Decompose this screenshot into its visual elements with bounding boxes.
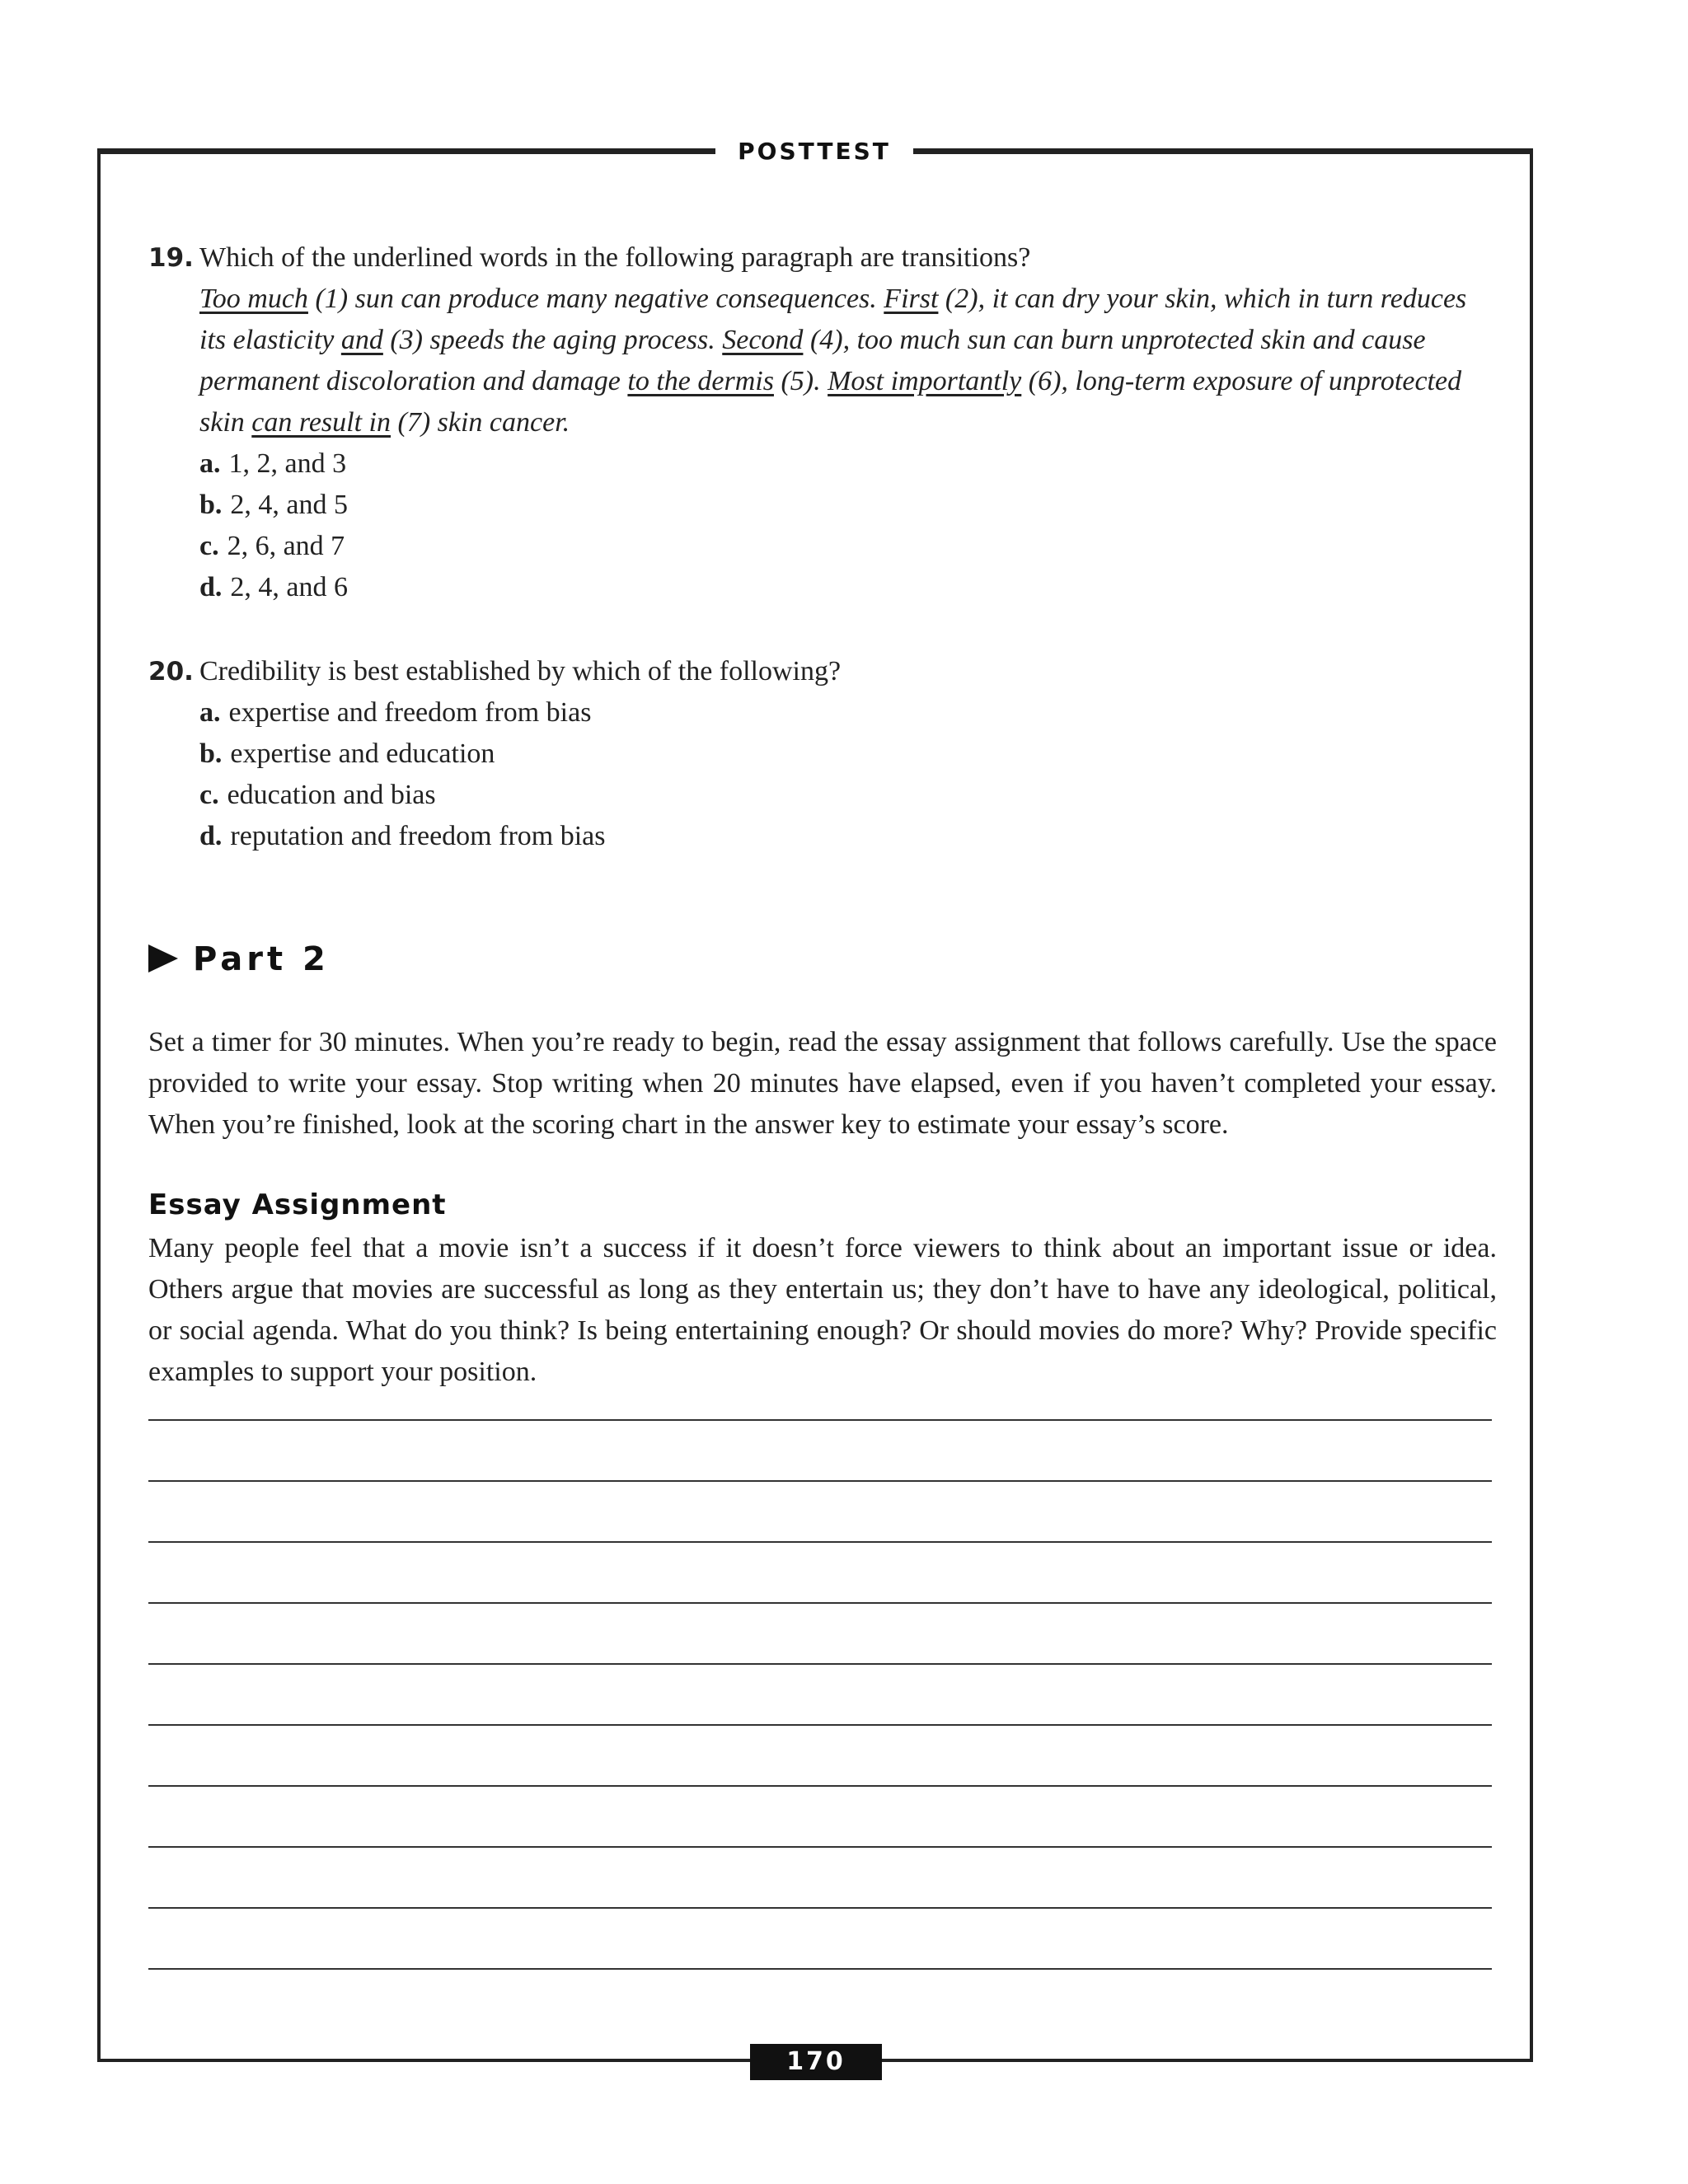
essay-writing-area[interactable] — [148, 1360, 1492, 1970]
page-number: 170 — [750, 2044, 882, 2080]
answer-option — [199, 526, 1492, 567]
underlined-term: can result in — [251, 407, 392, 438]
passage-text: (6), long-term exposure of unprotected skin — [199, 366, 1462, 438]
essay-prompt: Many people feel that a movie isn’t a success if it doesn’t force viewers to think about an important issue or idea. Others argue that movies are successful as long as they entertain us; they don’t have to have any ideological, political, or social agenda. What do you think? Is being entertaining enough? Or should movies do more? Why? Provide specific examples to support your position. — [148, 1233, 1497, 1387]
option-letter: d. — [199, 572, 223, 602]
option-text: expertise and freedom from bias — [228, 697, 592, 728]
writing-line[interactable] — [148, 1421, 1492, 1482]
answer-option — [199, 443, 1492, 485]
writing-line[interactable] — [148, 1726, 1492, 1787]
option-text: 2, 6, and 7 — [227, 531, 345, 561]
passage-text: (4), too much sun can burn unprotected skin and cause permanent discoloration and damage — [199, 325, 1426, 396]
part-heading-label: Part 2 — [193, 940, 330, 978]
underlined-term: to the dermis — [627, 366, 774, 396]
passage-text: (2), it can dry your skin, which in turn reduces its elasticity — [199, 284, 1467, 355]
writing-line[interactable] — [148, 1360, 1492, 1421]
underlined-term: Too much — [199, 284, 308, 314]
option-letter: b. — [199, 490, 223, 520]
underlined-term: Second — [722, 325, 804, 355]
writing-line[interactable] — [148, 1543, 1492, 1604]
part-instructions: Set a timer for 30 minutes. When you’re ready to begin, read the essay assignment that follows carefully. Use the space provided to write your essay. Stop writing when 20 minutes have elapsed, even if you haven’t completed your essay. When you’re finished, look at the scoring chart in the answer key to estimate your essay’s score. — [148, 1027, 1497, 1140]
writing-line[interactable] — [148, 1665, 1492, 1726]
option-text: 2, 4, and 6 — [230, 572, 349, 602]
option-text: expertise and education — [230, 738, 495, 769]
option-letter: a. — [199, 697, 221, 728]
underlined-term: and — [340, 325, 383, 355]
running-head: POSTTEST — [738, 138, 891, 165]
option-text: 1, 2, and 3 — [228, 448, 347, 479]
passage-text: (3) speeds the aging process. — [382, 325, 723, 355]
writing-line[interactable] — [148, 1909, 1492, 1970]
answer-option — [199, 567, 1492, 608]
question-number: 20. — [148, 657, 194, 687]
answer-options — [199, 443, 1492, 608]
answer-option — [199, 816, 1492, 857]
question-passage — [199, 279, 1492, 443]
option-letter: c. — [199, 531, 219, 561]
part-heading — [148, 935, 330, 984]
option-letter: d. — [199, 821, 223, 851]
passage-text: (5). — [773, 366, 828, 396]
option-text: education and bias — [227, 780, 436, 810]
passage-text: (7) skin cancer. — [391, 407, 570, 438]
top-rule-left — [97, 148, 715, 154]
question-text: Which of the underlined words in the following paragraph are transitions? — [199, 242, 1031, 273]
question-19 — [148, 237, 1492, 608]
option-letter: c. — [199, 780, 219, 810]
writing-line[interactable] — [148, 1787, 1492, 1848]
question-number: 19. — [148, 243, 194, 273]
writing-line[interactable] — [148, 1482, 1492, 1543]
option-letter: a. — [199, 448, 221, 479]
option-letter: b. — [199, 738, 223, 769]
answer-option — [199, 692, 1492, 733]
option-text: 2, 4, and 5 — [230, 490, 349, 520]
answer-option — [199, 733, 1492, 775]
top-rule-right — [913, 148, 1533, 154]
option-text: reputation and freedom from bias — [230, 821, 606, 851]
essay-heading: Essay Assignment — [148, 1188, 447, 1221]
writing-line[interactable] — [148, 1604, 1492, 1665]
underlined-term: First — [884, 284, 939, 314]
question-20 — [148, 651, 1492, 857]
answer-option — [199, 775, 1492, 816]
writing-line[interactable] — [148, 1848, 1492, 1909]
triangle-bullet-icon — [148, 944, 178, 972]
underlined-term: Most importantly — [828, 366, 1022, 396]
answer-options — [199, 692, 1492, 857]
answer-option — [199, 485, 1492, 526]
passage-text: (1) sun can produce many negative consequences. — [307, 284, 884, 314]
question-text: Credibility is best established by which of the following? — [199, 656, 842, 687]
